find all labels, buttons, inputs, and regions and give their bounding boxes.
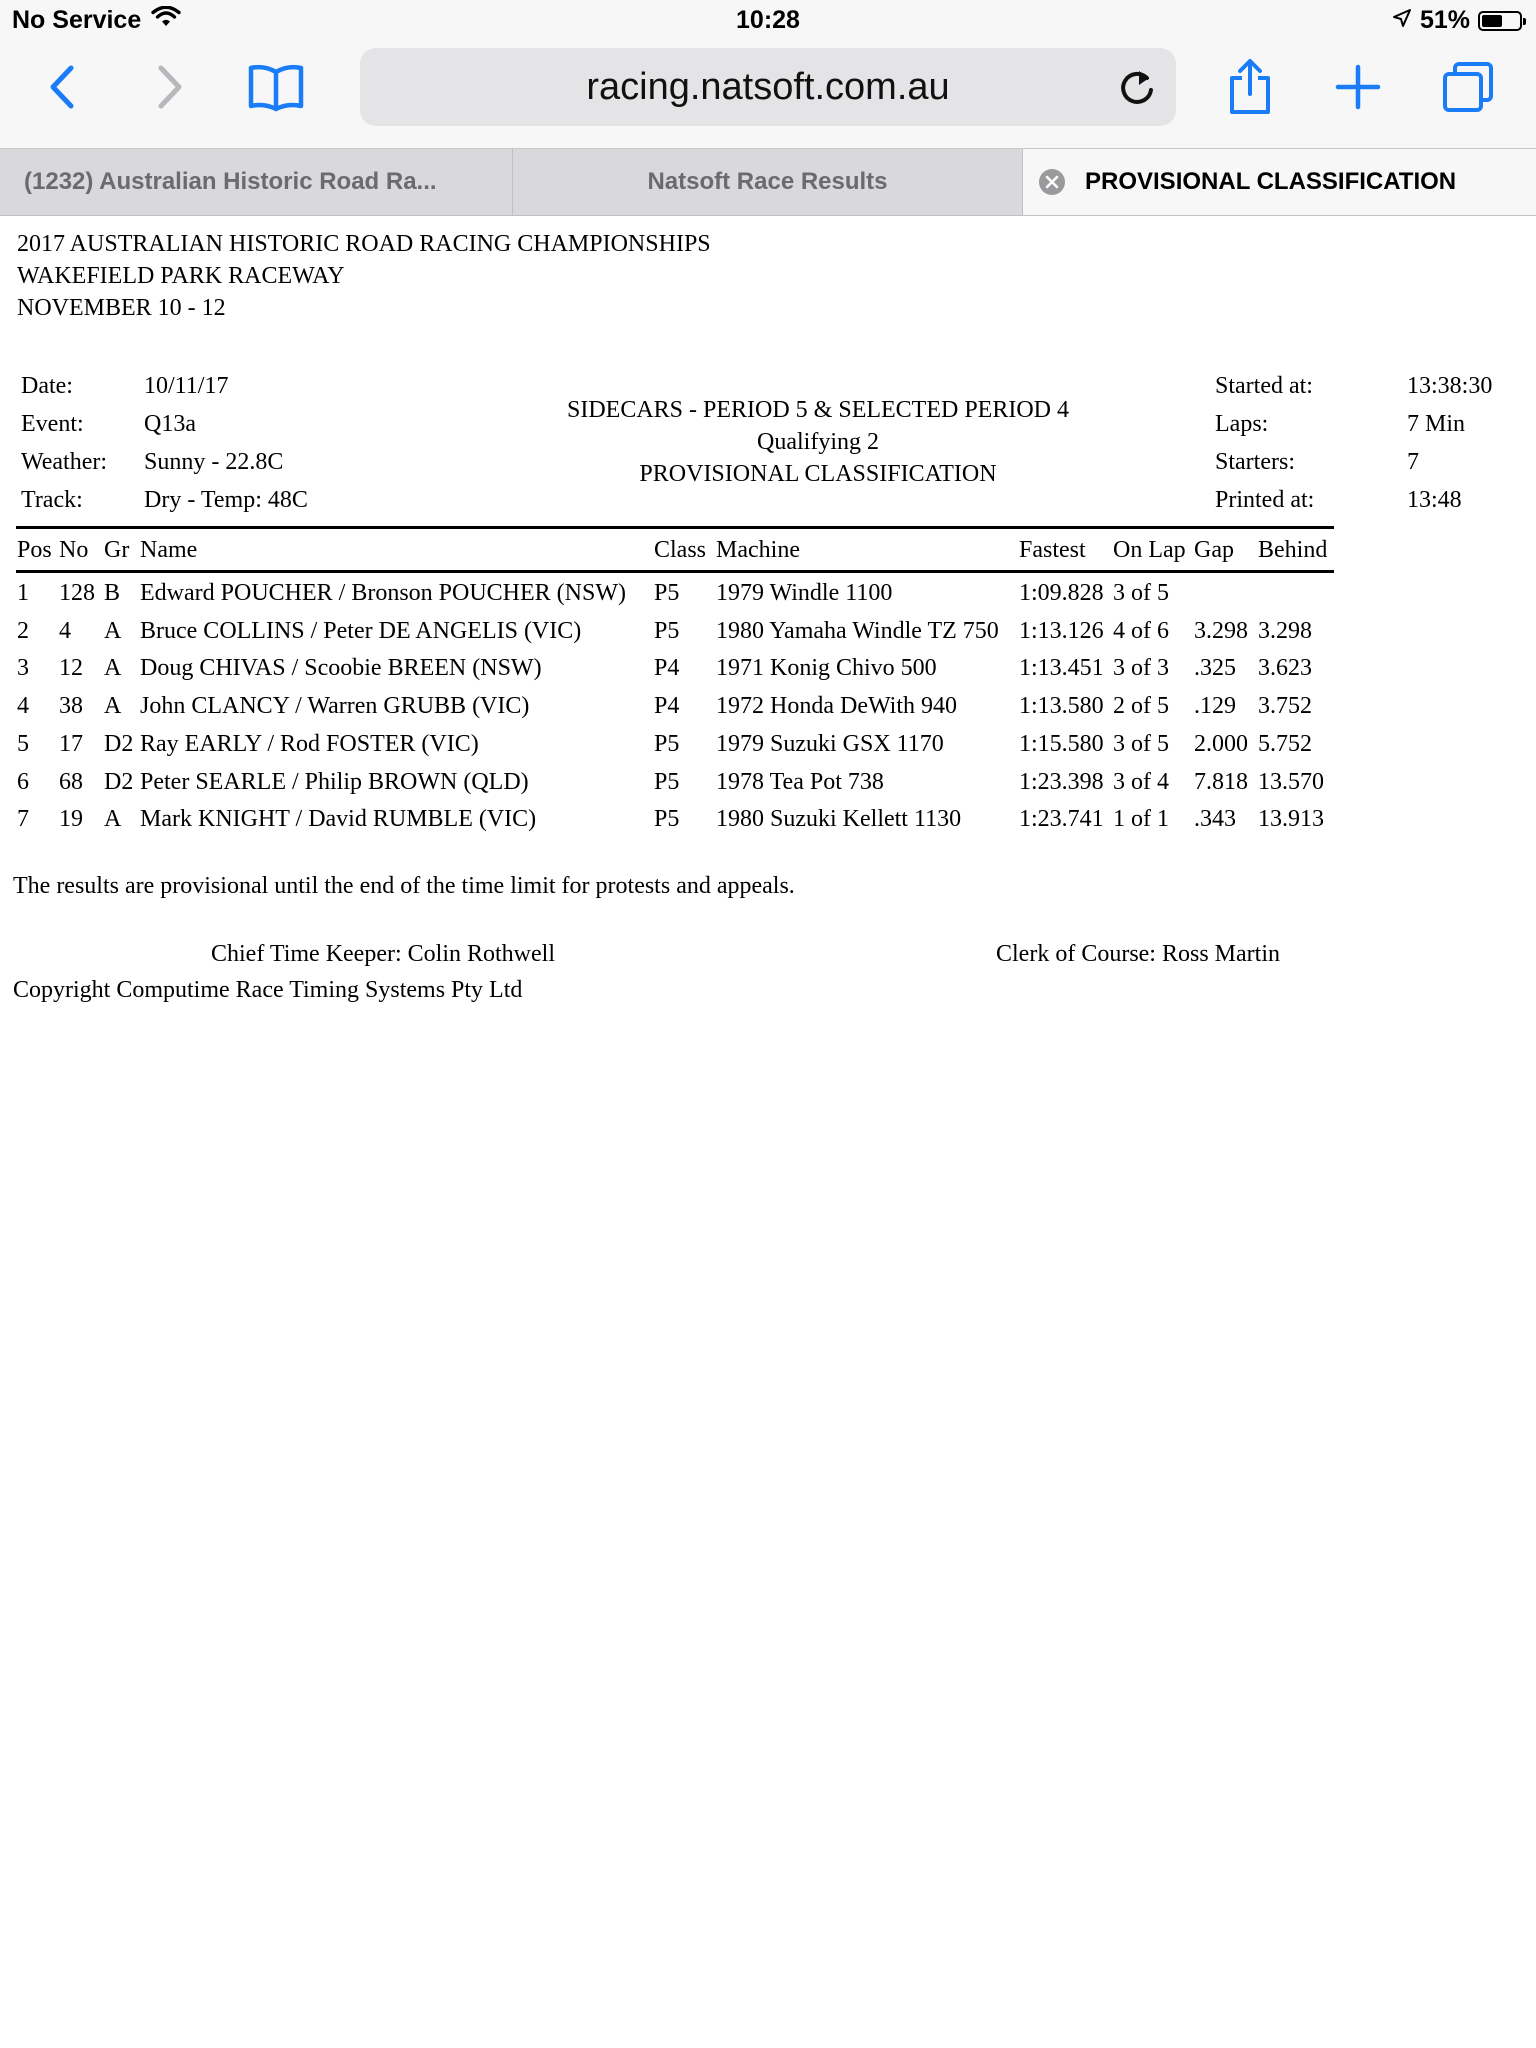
championship-title: 2017 AUSTRALIAN HISTORIC ROAD RACING CHAMPIONSHIPS: [17, 231, 711, 257]
cell-gap: .343: [1194, 806, 1236, 832]
col-gap-header: Gap: [1194, 537, 1234, 563]
cell-class: P5: [654, 618, 680, 644]
session-title: SIDECARS - PERIOD 5 & SELECTED PERIOD 4: [566, 397, 1070, 423]
cell-class: P4: [654, 655, 680, 681]
info-label: Date:: [21, 373, 73, 399]
info-label: Starters:: [1215, 449, 1295, 475]
cell-pos: 4: [17, 693, 29, 719]
cell-gr: A: [104, 618, 122, 644]
cell-gr: D2: [104, 731, 134, 757]
cell-on-lap: 3 of 5: [1113, 731, 1169, 757]
cell-fastest: 1:13.126: [1019, 618, 1104, 644]
cell-no: 12: [59, 655, 83, 681]
cell-fastest: 1:15.580: [1019, 731, 1104, 757]
cell-machine: 1980 Yamaha Windle TZ 750: [716, 618, 999, 644]
cell-class: P4: [654, 693, 680, 719]
cell-on-lap: 2 of 5: [1113, 693, 1169, 719]
cell-class: P5: [654, 731, 680, 757]
dates-title: NOVEMBER 10 - 12: [17, 295, 226, 321]
tab-label: Natsoft Race Results: [647, 168, 888, 195]
info-value: Q13a: [144, 411, 196, 437]
share-button[interactable]: [1220, 52, 1280, 122]
col-fastest-header: Fastest: [1019, 537, 1086, 563]
tab-label: PROVISIONAL CLASSIFICATION: [1085, 168, 1457, 195]
cell-fastest: 1:23.741: [1019, 806, 1104, 832]
tabs-button[interactable]: [1438, 52, 1498, 122]
provisional-note: The results are provisional until the end of the time limit for protests and appeals.: [13, 873, 795, 899]
cell-gr: A: [104, 655, 122, 681]
cell-fastest: 1:13.451: [1019, 655, 1104, 681]
cell-name: Edward POUCHER / Bronson POUCHER (NSW): [140, 580, 626, 606]
battery-icon: [1478, 11, 1522, 31]
chief-time-keeper: Chief Time Keeper: Colin Rothwell: [211, 941, 555, 967]
cell-fastest: 1:09.828: [1019, 580, 1104, 606]
cell-machine: 1979 Suzuki GSX 1170: [716, 731, 944, 757]
classification-title: PROVISIONAL CLASSIFICATION: [639, 461, 997, 487]
cell-pos: 5: [17, 731, 29, 757]
tab-label: (1232) Australian Historic Road Ra...: [24, 168, 437, 195]
cell-class: P5: [654, 580, 680, 606]
cell-behind: 3.298: [1258, 618, 1312, 644]
cell-on-lap: 1 of 1: [1113, 806, 1169, 832]
col-name-header: Name: [140, 537, 198, 563]
col-machine-header: Machine: [716, 537, 800, 563]
status-bar: [0, 0, 1536, 42]
cell-fastest: 1:23.398: [1019, 769, 1104, 795]
cell-no: 19: [59, 806, 83, 832]
cell-name: Doug CHIVAS / Scoobie BREEN (NSW): [140, 655, 542, 681]
cell-machine: 1978 Tea Pot 738: [716, 769, 884, 795]
info-label: Weather:: [21, 449, 108, 475]
cell-name: Peter SEARLE / Philip BROWN (QLD): [140, 769, 529, 795]
col-pos-header: Pos: [17, 537, 52, 563]
table-header-rule: [16, 570, 1334, 573]
status-right: [1392, 6, 1522, 35]
cell-gr: D2: [104, 769, 134, 795]
tab-australian-historic[interactable]: [0, 149, 513, 215]
col-gr-header: Gr: [104, 537, 130, 563]
cell-gr: B: [104, 580, 121, 606]
info-label: Laps:: [1215, 411, 1269, 437]
cell-pos: 2: [17, 618, 29, 644]
cell-gap: 7.818: [1194, 769, 1248, 795]
cell-name: Bruce COLLINS / Peter DE ANGELIS (VIC): [140, 618, 582, 644]
info-label: Track:: [21, 487, 83, 513]
back-button[interactable]: [32, 52, 92, 122]
col-no-header: No: [59, 537, 89, 563]
share-icon: [1227, 58, 1273, 116]
cell-fastest: 1:13.580: [1019, 693, 1104, 719]
url-text: racing.natsoft.com.au: [586, 66, 950, 108]
bookmarks-icon: [247, 62, 305, 112]
info-label: Event:: [21, 411, 84, 437]
cell-no: 128: [59, 580, 95, 606]
cell-name: John CLANCY / Warren GRUBB (VIC): [140, 693, 530, 719]
venue-title: WAKEFIELD PARK RACEWAY: [17, 263, 345, 289]
tab-natsoft-results[interactable]: [513, 149, 1023, 215]
reload-icon: [1117, 66, 1157, 108]
forward-icon: [155, 64, 185, 110]
forward-button[interactable]: [140, 52, 200, 122]
info-value: 13:38:30: [1407, 373, 1493, 399]
cell-gap: .325: [1194, 655, 1236, 681]
cell-machine: 1980 Suzuki Kellett 1130: [716, 806, 962, 832]
cell-on-lap: 3 of 3: [1113, 655, 1169, 681]
clerk-of-course: Clerk of Course: Ross Martin: [996, 941, 1280, 967]
bookmarks-button[interactable]: [246, 52, 306, 122]
address-bar[interactable]: [360, 48, 1176, 126]
cell-class: P5: [654, 806, 680, 832]
cell-on-lap: 3 of 4: [1113, 769, 1169, 795]
info-label: Printed at:: [1215, 487, 1315, 513]
cell-pos: 1: [17, 580, 29, 606]
cell-on-lap: 4 of 6: [1113, 618, 1169, 644]
cell-machine: 1972 Honda DeWith 940: [716, 693, 957, 719]
carrier-label: No Service: [12, 6, 142, 34]
browser-toolbar: [0, 42, 1536, 148]
battery-percent: 51%: [1419, 6, 1470, 34]
info-label: Started at:: [1215, 373, 1313, 399]
cell-gap: .129: [1194, 693, 1236, 719]
cell-no: 68: [59, 769, 83, 795]
session-subtitle: Qualifying 2: [757, 429, 879, 455]
info-value: 10/11/17: [144, 373, 229, 399]
close-icon[interactable]: [1039, 169, 1065, 195]
cell-no: 17: [59, 731, 83, 757]
tab-provisional-classification[interactable]: [1023, 149, 1536, 215]
col-class-header: Class: [654, 537, 707, 563]
cell-behind: 13.913: [1258, 806, 1324, 832]
table-top-rule: [16, 526, 1334, 529]
cell-machine: 1979 Windle 1100: [716, 580, 893, 606]
cell-pos: 7: [17, 806, 29, 832]
cell-behind: 3.752: [1258, 693, 1312, 719]
cell-behind: 5.752: [1258, 731, 1312, 757]
cell-gr: A: [104, 806, 122, 832]
cell-gr: A: [104, 693, 122, 719]
cell-no: 38: [59, 693, 83, 719]
cell-pos: 6: [17, 769, 29, 795]
tabs-icon: [1441, 60, 1495, 114]
cell-no: 4: [59, 618, 71, 644]
cell-pos: 3: [17, 655, 29, 681]
info-value: 13:48: [1407, 487, 1462, 513]
cell-behind: 13.570: [1258, 769, 1324, 795]
cell-gap: 3.298: [1194, 618, 1248, 644]
location-icon: [1392, 6, 1412, 35]
new-tab-button[interactable]: [1328, 52, 1388, 122]
cell-gap: 2.000: [1194, 731, 1248, 757]
cell-name: Mark KNIGHT / David RUMBLE (VIC): [140, 806, 537, 832]
info-value: Sunny - 22.8C: [144, 449, 284, 475]
tab-bar: [0, 148, 1536, 216]
info-value: Dry - Temp: 48C: [144, 487, 308, 513]
new-tab-icon: [1334, 63, 1382, 111]
col-on-lap-header: On Lap: [1113, 537, 1186, 563]
info-value: 7: [1407, 449, 1419, 475]
cell-machine: 1971 Konig Chivo 500: [716, 655, 937, 681]
cell-on-lap: 3 of 5: [1113, 580, 1169, 606]
cell-name: Ray EARLY / Rod FOSTER (VIC): [140, 731, 479, 757]
back-icon: [47, 64, 77, 110]
clock: 10:28: [736, 6, 800, 34]
reload-button[interactable]: [1112, 62, 1162, 112]
cell-behind: 3.623: [1258, 655, 1312, 681]
col-behind-header: Behind: [1258, 537, 1328, 563]
cell-class: P5: [654, 769, 680, 795]
copyright-line: Copyright Computime Race Timing Systems Pty Ltd: [13, 977, 523, 1003]
info-value: 7 Min: [1407, 411, 1466, 437]
